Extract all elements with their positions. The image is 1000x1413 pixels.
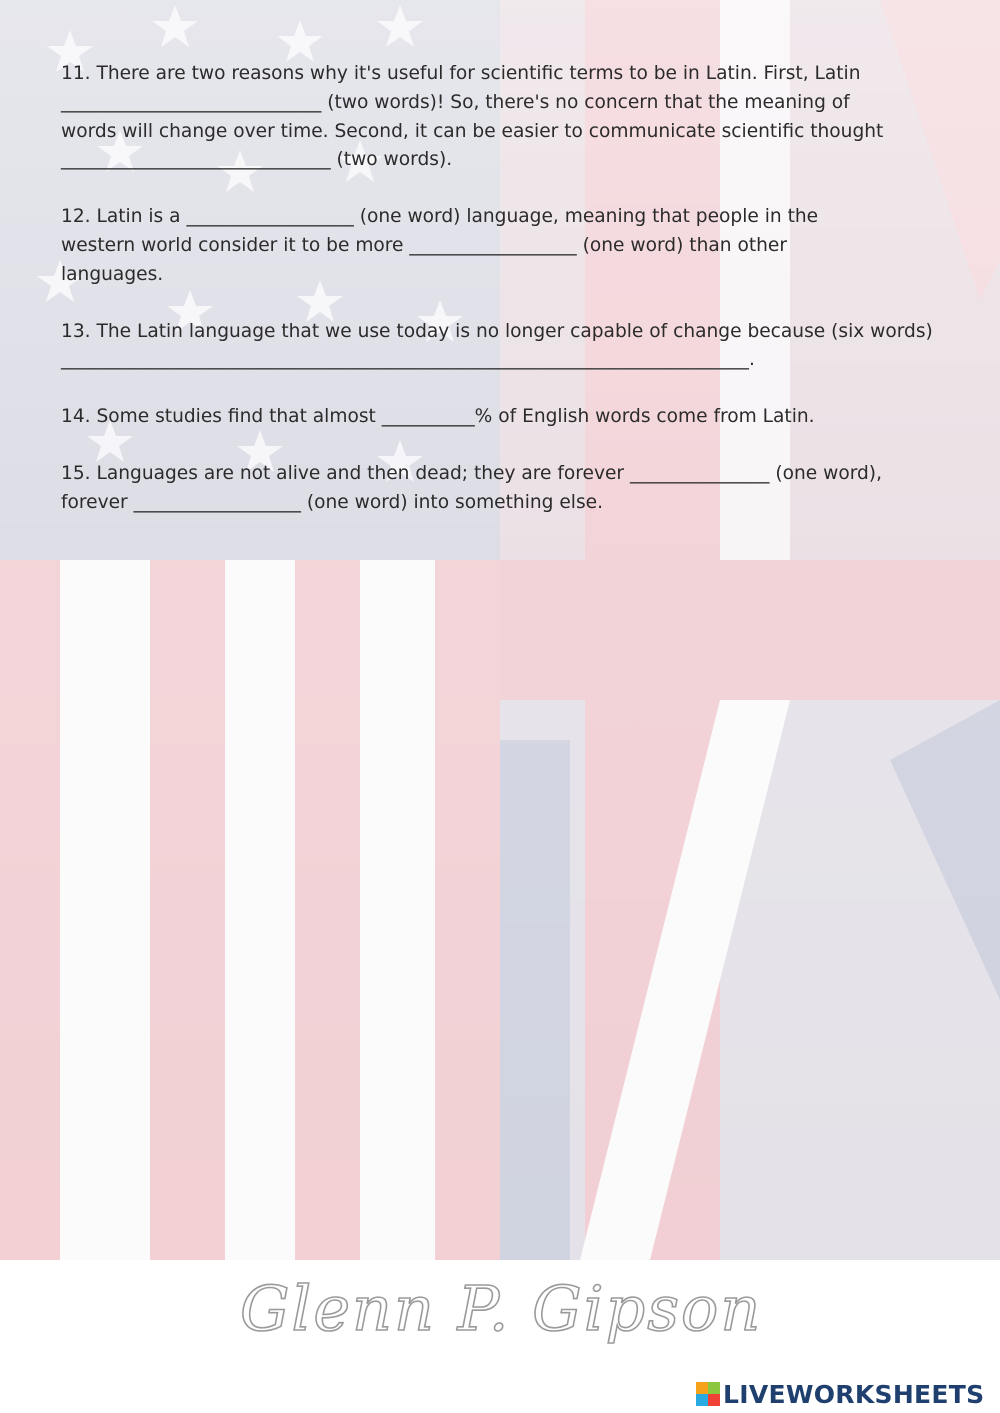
question-12: 12. Latin is a __________________ (one word) language, meaning that people in the western world consider it to be more __________________ (one word) than other languages. <box>61 206 819 285</box>
question-13: 13. The Latin language that we use today is no longer capable of change because (six words) __________________________________________________________________________. <box>61 320 933 371</box>
author-signature: Glenn P. Gipson <box>240 1272 763 1345</box>
question-14: 14. Some studies find that almost __________% of English words come from Latin. <box>61 406 815 428</box>
liveworksheets-icon <box>696 1382 720 1406</box>
liveworksheets-logo <box>696 1378 996 1410</box>
questions-area <box>61 60 946 546</box>
question-11: 11. There are two reasons why it's useful for scientific terms to be in Latin. First, Latin ____________________________ (two words)! So, there's no concern that the meaning of words will change over time. Second, it can be easier to communicate scientific thought _____________________________ (two words). <box>61 63 884 171</box>
question-15: 15. Languages are not alive and then dead; they are forever _______________ (one word), forever __________________ (one word) into something else. <box>61 462 882 513</box>
liveworksheets-wordmark: LIVEWORKSHEETS <box>723 1379 985 1409</box>
